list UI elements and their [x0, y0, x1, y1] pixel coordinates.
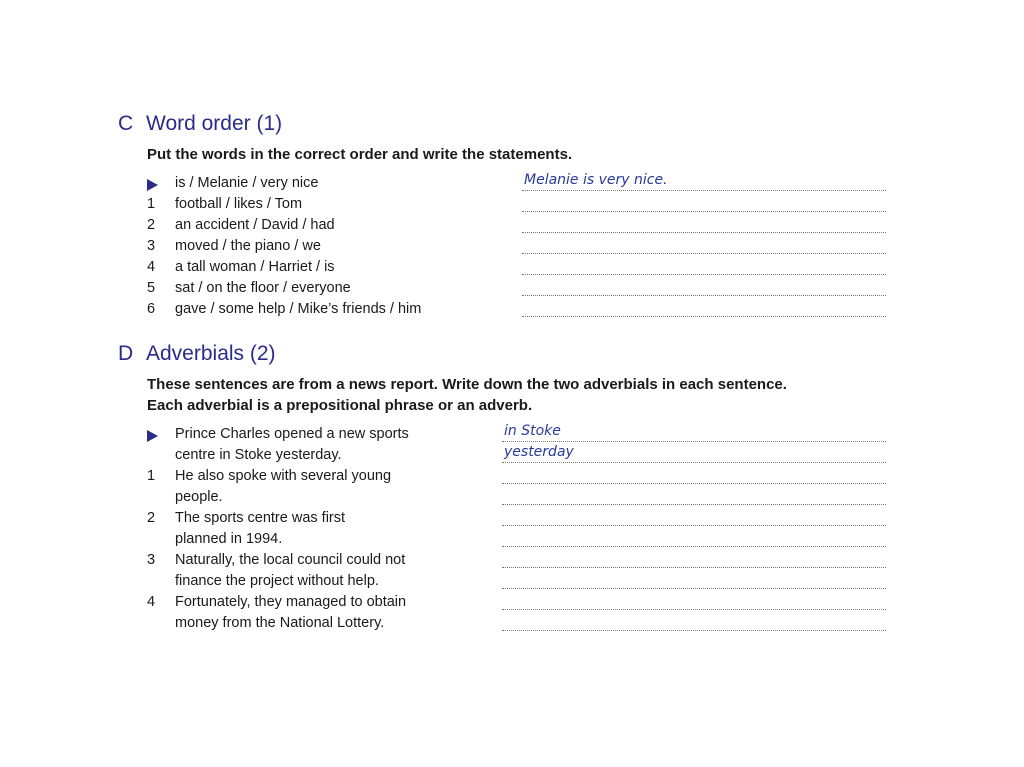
section-instruction: Put the words in the correct order and write the statements. — [147, 146, 573, 163]
exercise-row — [118, 593, 898, 614]
exercise-row — [118, 216, 898, 237]
exercise-row-continued — [118, 614, 898, 635]
exercise-row — [118, 195, 898, 216]
exercise-prompt: money from the National Lottery. — [175, 615, 385, 631]
answer-line[interactable] — [522, 295, 886, 296]
section-heading — [118, 342, 898, 374]
exercise-prompt: people. — [175, 489, 223, 505]
exercise-row-example — [118, 425, 898, 446]
answer-line[interactable] — [522, 253, 886, 254]
exercise-prompt: a tall woman / Harriet / is — [175, 259, 335, 275]
example-arrow-icon — [147, 179, 158, 191]
exercise-row-continued — [118, 488, 898, 509]
exercise-prompt: gave / some help / Mike’s friends / him — [175, 301, 422, 317]
answer-line[interactable] — [502, 630, 886, 631]
exercise-prompt: centre in Stoke yesterday. — [175, 447, 342, 463]
exercise-prompt: planned in 1994. — [175, 531, 283, 547]
answer-line[interactable] — [522, 274, 886, 275]
item-number: 1 — [147, 468, 156, 484]
answer-line[interactable] — [502, 525, 886, 526]
exercise-row — [118, 279, 898, 300]
exercise-prompt: Fortunately, they managed to obtain — [175, 594, 407, 610]
exercise-prompt: finance the project without help. — [175, 573, 379, 589]
exercise-row — [118, 300, 898, 321]
handwritten-answer: yesterday — [504, 444, 574, 460]
exercise-prompt: an accident / David / had — [175, 217, 335, 233]
exercise-list — [118, 425, 898, 635]
section-word-order — [118, 112, 898, 321]
exercise-row-example — [118, 174, 898, 195]
exercise-row-continued — [118, 572, 898, 593]
exercise-prompt: He also spoke with several young — [175, 468, 392, 484]
answer-line[interactable] — [502, 609, 886, 610]
exercise-row — [118, 509, 898, 530]
exercise-prompt: moved / the piano / we — [175, 238, 321, 254]
answer-line[interactable] — [522, 172, 886, 191]
answer-line[interactable] — [502, 444, 886, 463]
exercise-row — [118, 467, 898, 488]
item-number: 2 — [147, 217, 156, 233]
item-number: 4 — [147, 259, 156, 275]
exercise-prompt: is / Melanie / very nice — [175, 175, 319, 191]
handwritten-answer: in Stoke — [504, 423, 561, 439]
exercise-prompt: football / likes / Tom — [175, 196, 303, 212]
exercise-row-continued — [118, 446, 898, 467]
item-number: 6 — [147, 301, 156, 317]
section-title: Word order (1) — [146, 112, 283, 135]
exercise-list — [118, 174, 898, 321]
section-letter: C — [118, 112, 134, 135]
item-number: 5 — [147, 280, 156, 296]
exercise-prompt: Naturally, the local council could not — [175, 552, 406, 568]
handwritten-answer: Melanie is very nice. — [524, 172, 668, 188]
section-instruction-line-1: These sentences are from a news report. Write down the two adverbials in each sentence. — [147, 376, 787, 393]
section-instruction-line-2: Each adverbial is a prepositional phrase or an adverb. — [147, 397, 533, 414]
answer-line[interactable] — [522, 232, 886, 233]
item-number: 4 — [147, 594, 156, 610]
section-adverbials — [118, 342, 898, 635]
item-number: 1 — [147, 196, 156, 212]
answer-line[interactable] — [502, 423, 886, 442]
answer-line[interactable] — [502, 483, 886, 484]
section-letter: D — [118, 342, 134, 365]
exercise-prompt: The sports centre was first — [175, 510, 346, 526]
section-heading — [118, 112, 898, 144]
exercise-row — [118, 258, 898, 279]
exercise-prompt: Prince Charles opened a new sports — [175, 426, 409, 442]
answer-line[interactable] — [502, 588, 886, 589]
exercise-row — [118, 551, 898, 572]
item-number: 3 — [147, 552, 156, 568]
example-arrow-icon — [147, 430, 158, 442]
answer-line[interactable] — [522, 316, 886, 317]
answer-line[interactable] — [502, 567, 886, 568]
exercise-row — [118, 237, 898, 258]
section-title: Adverbials (2) — [146, 342, 276, 365]
answer-line[interactable] — [502, 504, 886, 505]
item-number: 3 — [147, 238, 156, 254]
exercise-row-continued — [118, 530, 898, 551]
item-number: 2 — [147, 510, 156, 526]
answer-line[interactable] — [502, 546, 886, 547]
exercise-prompt: sat / on the floor / everyone — [175, 280, 351, 296]
answer-line[interactable] — [522, 211, 886, 212]
